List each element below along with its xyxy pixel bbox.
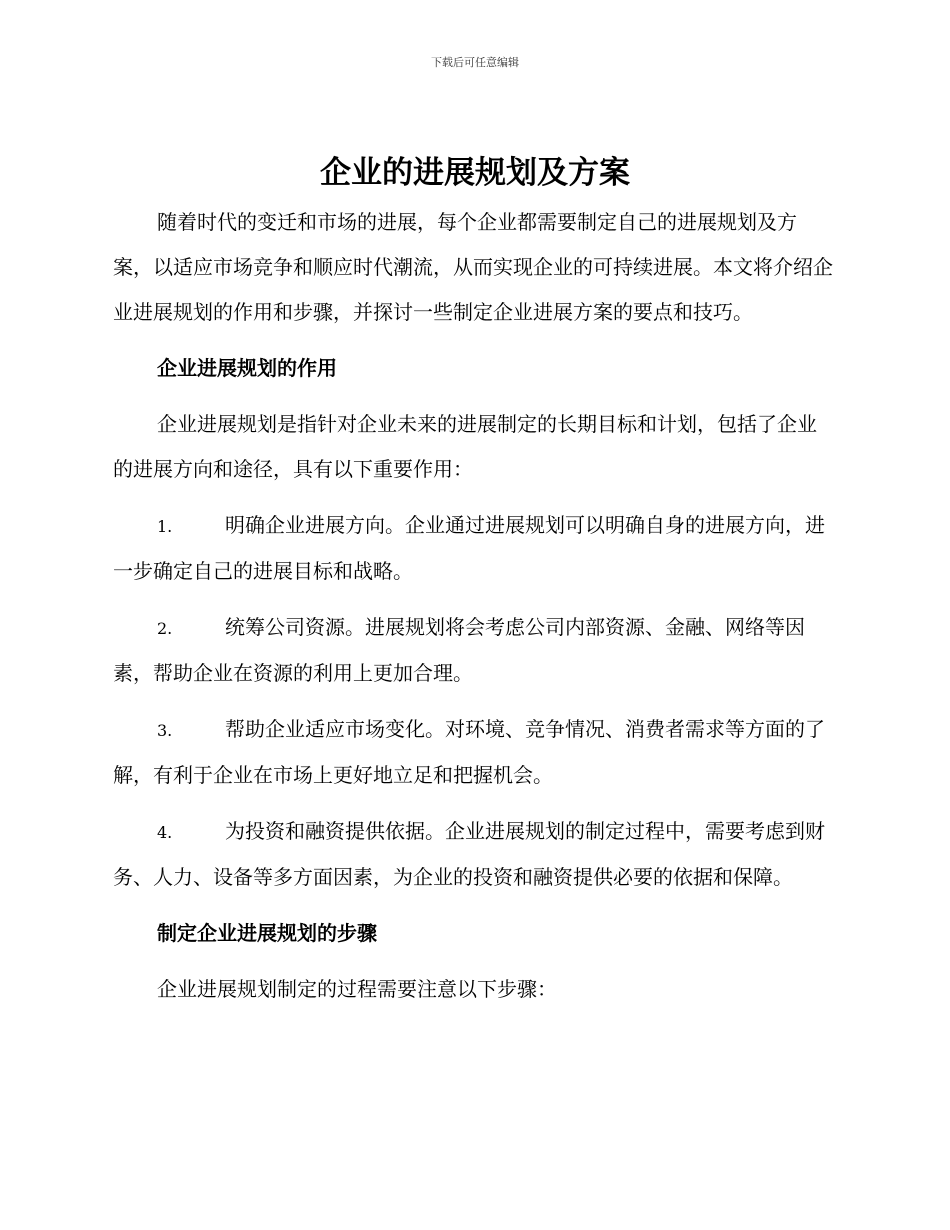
intro-paragraph: 随着时代的变迁和市场的进展，每个企业都需要制定自己的进展规划及方案，以适应市场竞争和顺应时代潮流，从而实现企业的可持续进展。本文将介绍企业进展规划的作用和步骤，并探讨一些制定企业进展方案的要点和技巧。 — [113, 210, 833, 324]
section-heading-role: 企业进展规划的作用 — [157, 356, 337, 380]
page-header: 下载后可任意编辑 — [431, 56, 519, 69]
section-heading-steps: 制定企业进展规划的步骤 — [157, 921, 377, 945]
section-paragraph-role: 企业进展规划是指针对企业未来的进展制定的长期目标和计划，包括了企业的进展方向和途径，具有以下重要作用： — [113, 412, 817, 481]
list-item-text: 统筹公司资源。进展规划将会考虑公司内部资源、金融、网络等因素，帮助企业在资源的利用上更加合理。 — [113, 615, 805, 685]
list-item-text: 明确企业进展方向。企业通过进展规划可以明确自身的进展方向，进一步确定自己的进展目标和战略。 — [113, 513, 825, 583]
list-item — [113, 809, 835, 900]
list-item-number: 1. — [157, 517, 173, 536]
document-body — [113, 200, 835, 1023]
list-item-number: 3. — [157, 721, 173, 740]
document-title: 企业的进展规划及方案 — [320, 155, 630, 191]
list-item-number: 4. — [157, 823, 173, 842]
list-item — [113, 605, 835, 696]
list-item — [113, 503, 835, 594]
list-item-text: 帮助企业适应市场变化。对环境、竞争情况、消费者需求等方面的了解，有利于企业在市场上更好地立足和把握机会。 — [113, 717, 825, 787]
list-item — [113, 707, 835, 798]
list-item-number: 2. — [157, 619, 173, 638]
list-item-text: 为投资和融资提供依据。企业进展规划的制定过程中，需要考虑到财务、人力、设备等多方面因素，为企业的投资和融资提供必要的依据和保障。 — [113, 819, 825, 889]
section-paragraph-steps: 企业进展规划制定的过程需要注意以下步骤： — [157, 977, 557, 1001]
